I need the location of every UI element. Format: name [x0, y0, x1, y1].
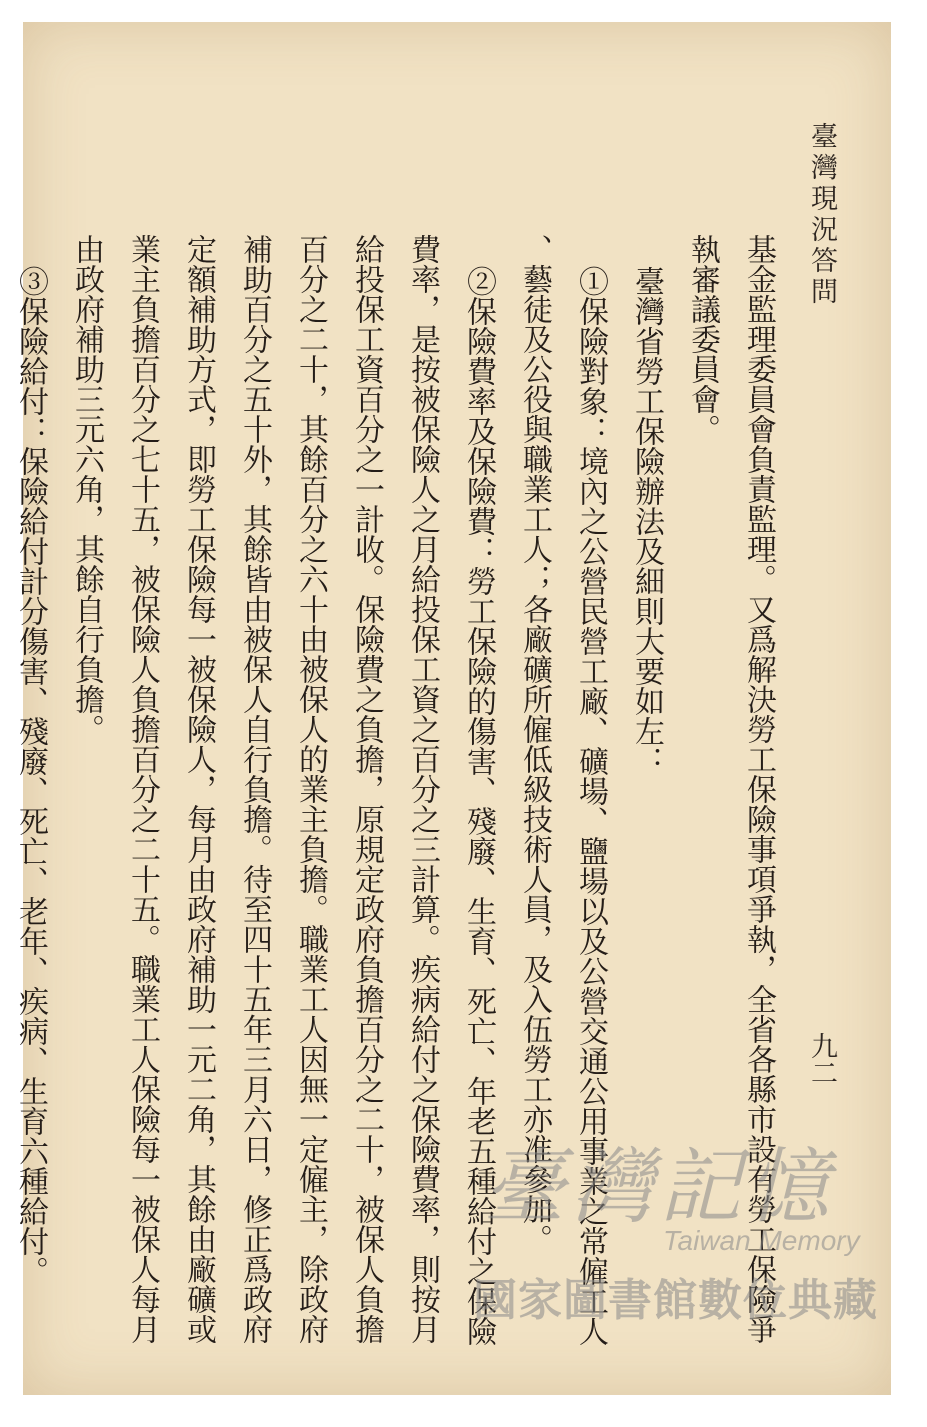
text-column: 基金監理委員會負責監理。又爲解決勞工保險事項爭執，全省各縣市設有勞工保險爭: [741, 234, 776, 1344]
text-column: 給投保工資百分之一計收。保險費之負擔，原規定政府負擔百分之二十，被保人負擔: [349, 234, 384, 1344]
page-number: 九二: [806, 1032, 837, 1086]
watermark-english: Taiwan Memory: [663, 1225, 860, 1256]
text-column: 由政府補助三元六角，其餘自行負擔。: [69, 234, 104, 744]
text-column: 業主負擔百分之七十五，被保險人負擔百分之二十五。職業工人保險每一被保人每月: [125, 234, 160, 1344]
watermark-logo: 臺灣記憶: [483, 1140, 835, 1235]
vertical-body-text: [2, 234, 786, 1374]
book-page: [13, 22, 891, 1395]
text-column: 補助百分之五十外，其餘皆由被保人自行負擔。待至四十五年三月六日，修正爲政府: [237, 234, 272, 1344]
text-column: 費率，是按被保險人之月給投保工資之百分之三計算。疾病給付之保險費率，則按月: [405, 234, 440, 1344]
text-column: ①保險對象：境內之公營民營工廠、礦場、鹽場以及公營交通公用事業之常僱工人: [573, 266, 608, 1346]
text-column: 執審議委員會。: [685, 234, 720, 444]
text-column: 臺灣省勞工保險辦法及細則大要如左：: [629, 266, 664, 776]
text-column: ③保險給付：保險給付計分傷害、殘廢、死亡、老年、疾病、生育六種給付。: [13, 266, 48, 1286]
text-column: ②保險費率及保險費：勞工保險的傷害、殘廢、生育、死亡、年老五種給付之保險: [461, 266, 496, 1346]
text-column: 百分之二十，其餘百分之六十由被保人的業主負擔。職業工人因無一定僱主，除政府: [293, 234, 328, 1344]
text-column: 定額補助方式，即勞工保險每一被保險人，每月由政府補助一元二角，其餘由廠礦或: [181, 234, 216, 1344]
watermark-institution: 國家圖書館數位典藏: [473, 1275, 878, 1326]
running-title: 臺灣現況答問: [806, 122, 837, 308]
text-column: 、藝徒及公役與職業工人；各廠礦所僱低級技術人員，及入伍勞工亦准參加。: [517, 234, 552, 1254]
